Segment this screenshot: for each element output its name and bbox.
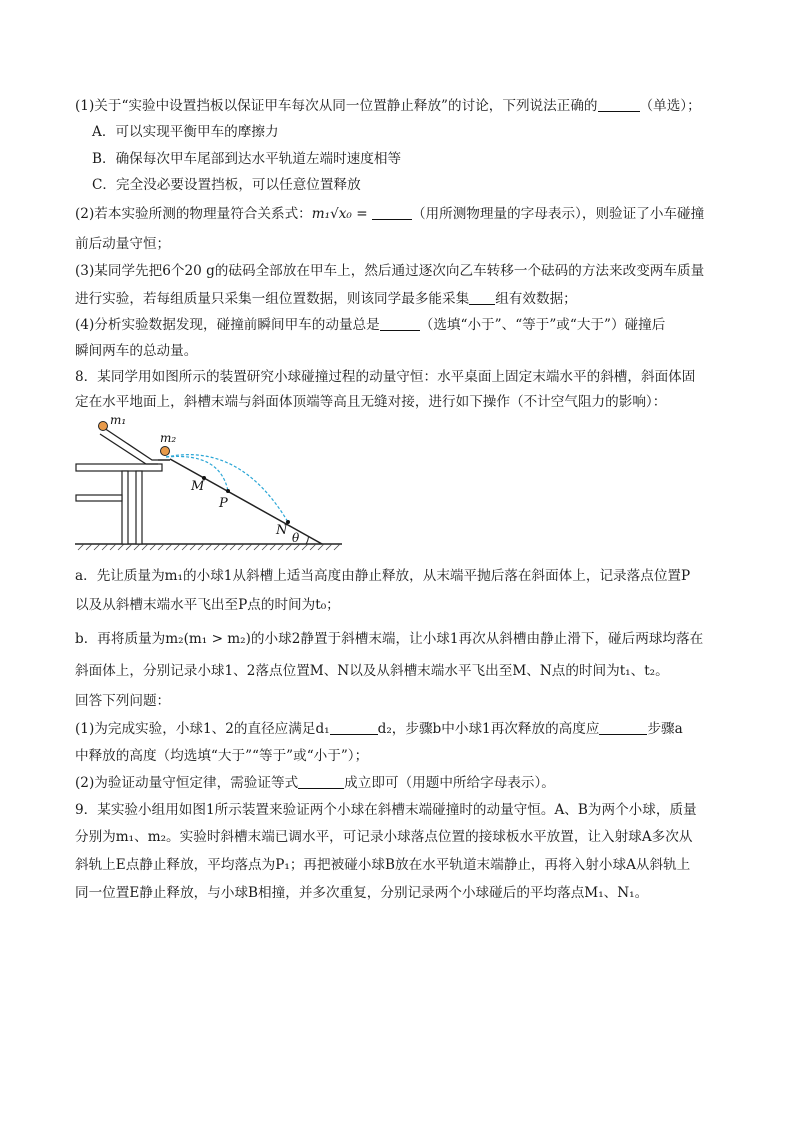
- label-M: M: [191, 479, 205, 494]
- q7-part2-tail: （用所测物理量的字母表示），则验证了小车碰撞: [411, 206, 705, 222]
- q8-sub2-head: (2)为验证动量守恒定律，需验证等式: [75, 775, 299, 791]
- q9-line1: 9．某实验小组用如图1所示装置来验证两个小球在斜槽末端碰撞时的动量守恒。A、B为两个小球，质量: [75, 802, 697, 818]
- q8-sub1-line2: 中释放的高度（均选填“大于”“等于”或“小于”）；: [75, 748, 369, 764]
- theta-arc: [306, 536, 309, 544]
- chute-lower: [100, 434, 158, 464]
- q8-sub2-blank[interactable]: [298, 775, 344, 789]
- q8-step-a-line2: 以及从斜槽末端水平飞出至P点的时间为t₀；: [75, 597, 340, 613]
- q7-part4-head: (4)分析实验数据发现，碰撞前瞬间甲车的动量总是: [75, 317, 380, 333]
- q8-sub1-mid1: d₂，步骤b中小球1再次释放的高度应: [377, 721, 600, 737]
- table-top: [76, 464, 162, 471]
- q7-part2-line2: 前后动量守恒；: [75, 236, 171, 252]
- q7-option-b: B．确保每次甲车尾部到达水平轨道左端时速度相等: [92, 151, 402, 167]
- q8-intro-line1: 8．某同学用如图所示的装置研究小球碰撞过程的动量守恒：水平桌面上固定末端水平的斜槽，斜面体固: [75, 369, 696, 385]
- q8-step-b-line1: b．再将质量为m₂(m₁ > m₂)的小球2静置于斜槽末端，让小球1再次从斜槽由静止滑下，碰后两球均落在: [75, 631, 704, 647]
- q7-part4-tail: （选填“小于”、“等于”或“大于”）碰撞后: [419, 317, 666, 333]
- q7-option-a: A．可以实现平衡甲车的摩擦力: [92, 124, 279, 140]
- point-P: [226, 489, 230, 493]
- table-leg-left: [122, 471, 128, 544]
- q9-line4: 同一位置E静止释放，与小球B相撞，并多次重复，分别记录两个小球碰后的平均落点M₁、N₁。: [75, 885, 649, 901]
- q7-part1-blank[interactable]: [598, 98, 640, 112]
- q7-part3-line2-tail: 组有效数据；: [495, 291, 577, 307]
- q7-part4-line2: 瞬间两车的总动量。: [75, 343, 198, 359]
- q8-sub2-line: [75, 774, 555, 792]
- q8-step-b-line2: 斜面体上，分别记录小球1、2落点位置M、N以及从斜槽末端水平飞出至M、N点的时间为t₁、t₂。: [75, 663, 669, 679]
- q7-part3-line2-head: 进行实验，若每组质量只采集一组位置数据，则该同学最多能采集: [75, 291, 470, 307]
- label-P: P: [219, 496, 228, 511]
- q8-sub1-blank1[interactable]: [330, 721, 378, 735]
- q8-sub1-blank2[interactable]: [599, 721, 647, 735]
- q7-part1-text: (1)关于“实验中设置挡板以保证甲车每次从同一位置静止释放”的讨论，下列说法正确的: [75, 98, 598, 114]
- q8-sub1-line: [75, 720, 683, 738]
- q7-option-c: C．完全没必要设置挡板，可以任意位置释放: [92, 177, 361, 193]
- q7-part3-line2: [75, 290, 577, 308]
- q8-apparatus-figure: [70, 412, 350, 554]
- q7-part2-blank[interactable]: [372, 206, 412, 220]
- label-m2: m₂: [160, 431, 177, 445]
- q8-sub1-mid2: 步骤a: [647, 721, 683, 737]
- q8-sub1-head: (1)为完成实验，小球1、2的直径应满足d₁: [75, 721, 330, 737]
- q7-part1-line: [75, 97, 701, 115]
- label-theta: θ: [292, 531, 300, 545]
- label-m1: m₁: [110, 413, 127, 427]
- q9-line3: 斜轨上E点静止释放，平均落点为P₁；再把被碰小球B放在水平轨道末端静止，再将入射小球A从斜轨上: [75, 857, 691, 873]
- q7-part1-tail: （单选）；: [639, 98, 701, 114]
- q7-part3-blank[interactable]: [469, 291, 495, 305]
- ball-m2: [161, 447, 170, 456]
- table-shelf: [76, 495, 122, 501]
- q8-answer-intro: 回答下列问题：: [75, 693, 171, 709]
- ground-hatching: [78, 544, 340, 550]
- q7-part3-line: [75, 262, 704, 280]
- label-N: N: [276, 523, 288, 538]
- q7-part2-head: (2)若本实验所测的物理量符合关系式：: [75, 206, 312, 222]
- q7-part4-blank[interactable]: [380, 317, 420, 331]
- q7-part2-line: [75, 205, 704, 223]
- q7-part2-formula: m₁√x₀ =: [311, 206, 368, 222]
- q8-sub2-tail: 成立即可（用题中所给字母表示）。: [344, 775, 555, 791]
- q7-part3-mass: 20 g: [184, 263, 215, 279]
- q9-line2: 分别为m₁、m₂。实验时斜槽末端已调水平，可记录小球落点位置的接球板水平放置，让入射球A多次从: [75, 829, 693, 845]
- ball-m1: [99, 422, 108, 431]
- q7-part3-tail: 的砝码全部放在甲车上，然后通过逐次向乙车转移一个砝码的方法来改变两车质量: [214, 263, 705, 279]
- table-leg-right: [136, 471, 142, 544]
- q7-part4-line: [75, 316, 665, 334]
- q8-step-a-line1: a．先让质量为m₁的小球1从斜槽上适当高度由静止释放，从末端平抛后落在斜面体上，记录落点位置P: [75, 568, 691, 584]
- q7-part3-head: (3)某同学先把6个: [75, 263, 185, 279]
- q8-intro-line2: 定在水平地面上，斜槽末端与斜面体顶端等高且无缝对接，进行如下操作（不计空气阻力的影响）：: [75, 394, 667, 410]
